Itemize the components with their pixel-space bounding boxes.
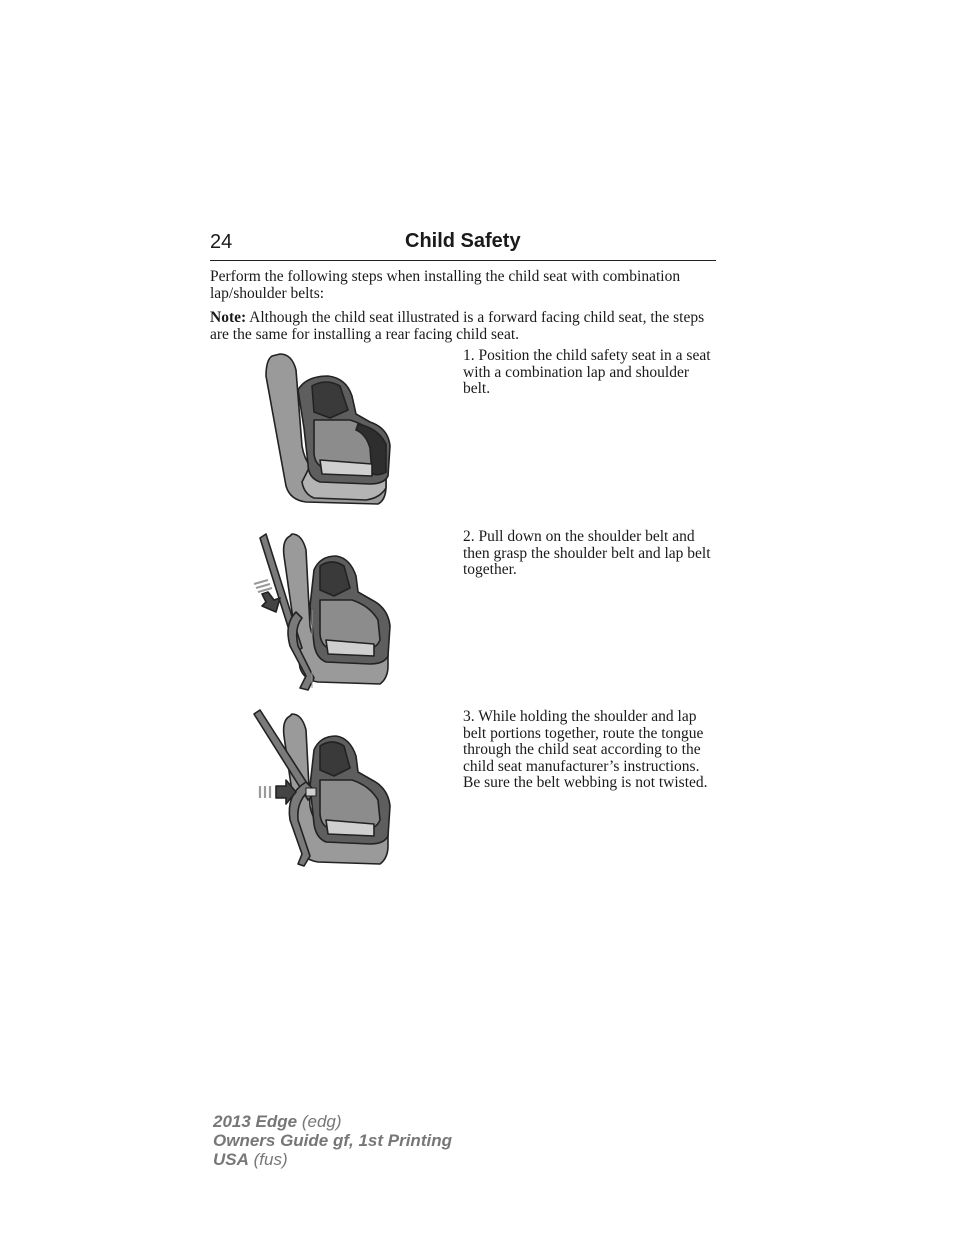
note-label: Note: [210, 309, 247, 326]
child-seat-illustration-1 [240, 348, 410, 516]
step1-illustration [240, 348, 410, 516]
step3-text: 3. While holding the shoulder and lap belt portions together, route the tongue through the child seat according to the child seat manufacturer’s instructions. Be sure the belt webbing is not twisted. [463, 708, 708, 791]
step2-illustration [240, 528, 410, 696]
note-text: Although the child seat illustrated is a forward facing child seat, the steps are the same for installing a rear facing child seat. [210, 309, 705, 343]
footer-market-code: (fus) [248, 1150, 288, 1169]
child-seat-illustration-2 [240, 528, 410, 696]
step2-text: 2. Pull down on the shoulder belt and then grasp the shoulder belt and lap belt together. [463, 528, 711, 578]
footer-line-1 [213, 1112, 452, 1131]
page-header [210, 230, 716, 261]
footer-market: USA [213, 1150, 249, 1169]
page-number: 24 [210, 231, 233, 253]
footer [213, 1112, 452, 1169]
footer-line-2 [213, 1131, 452, 1150]
step1-text: 1. Position the child safety seat in a seat with a combination lap and shoulder belt. [463, 347, 711, 397]
section-title: Child Safety [405, 230, 521, 252]
footer-line-3 [213, 1150, 452, 1169]
footer-guide: Owners Guide gf, 1st Printing [213, 1131, 452, 1150]
step3-illustration [240, 708, 410, 876]
child-seat-illustration-3 [240, 708, 410, 876]
footer-model-code: (edg) [297, 1112, 342, 1131]
intro-paragraph: Perform the following steps when installing the child seat with combination lap/shoulder belts: [210, 268, 681, 302]
note-paragraph [210, 310, 716, 343]
footer-model: 2013 Edge [213, 1112, 298, 1131]
